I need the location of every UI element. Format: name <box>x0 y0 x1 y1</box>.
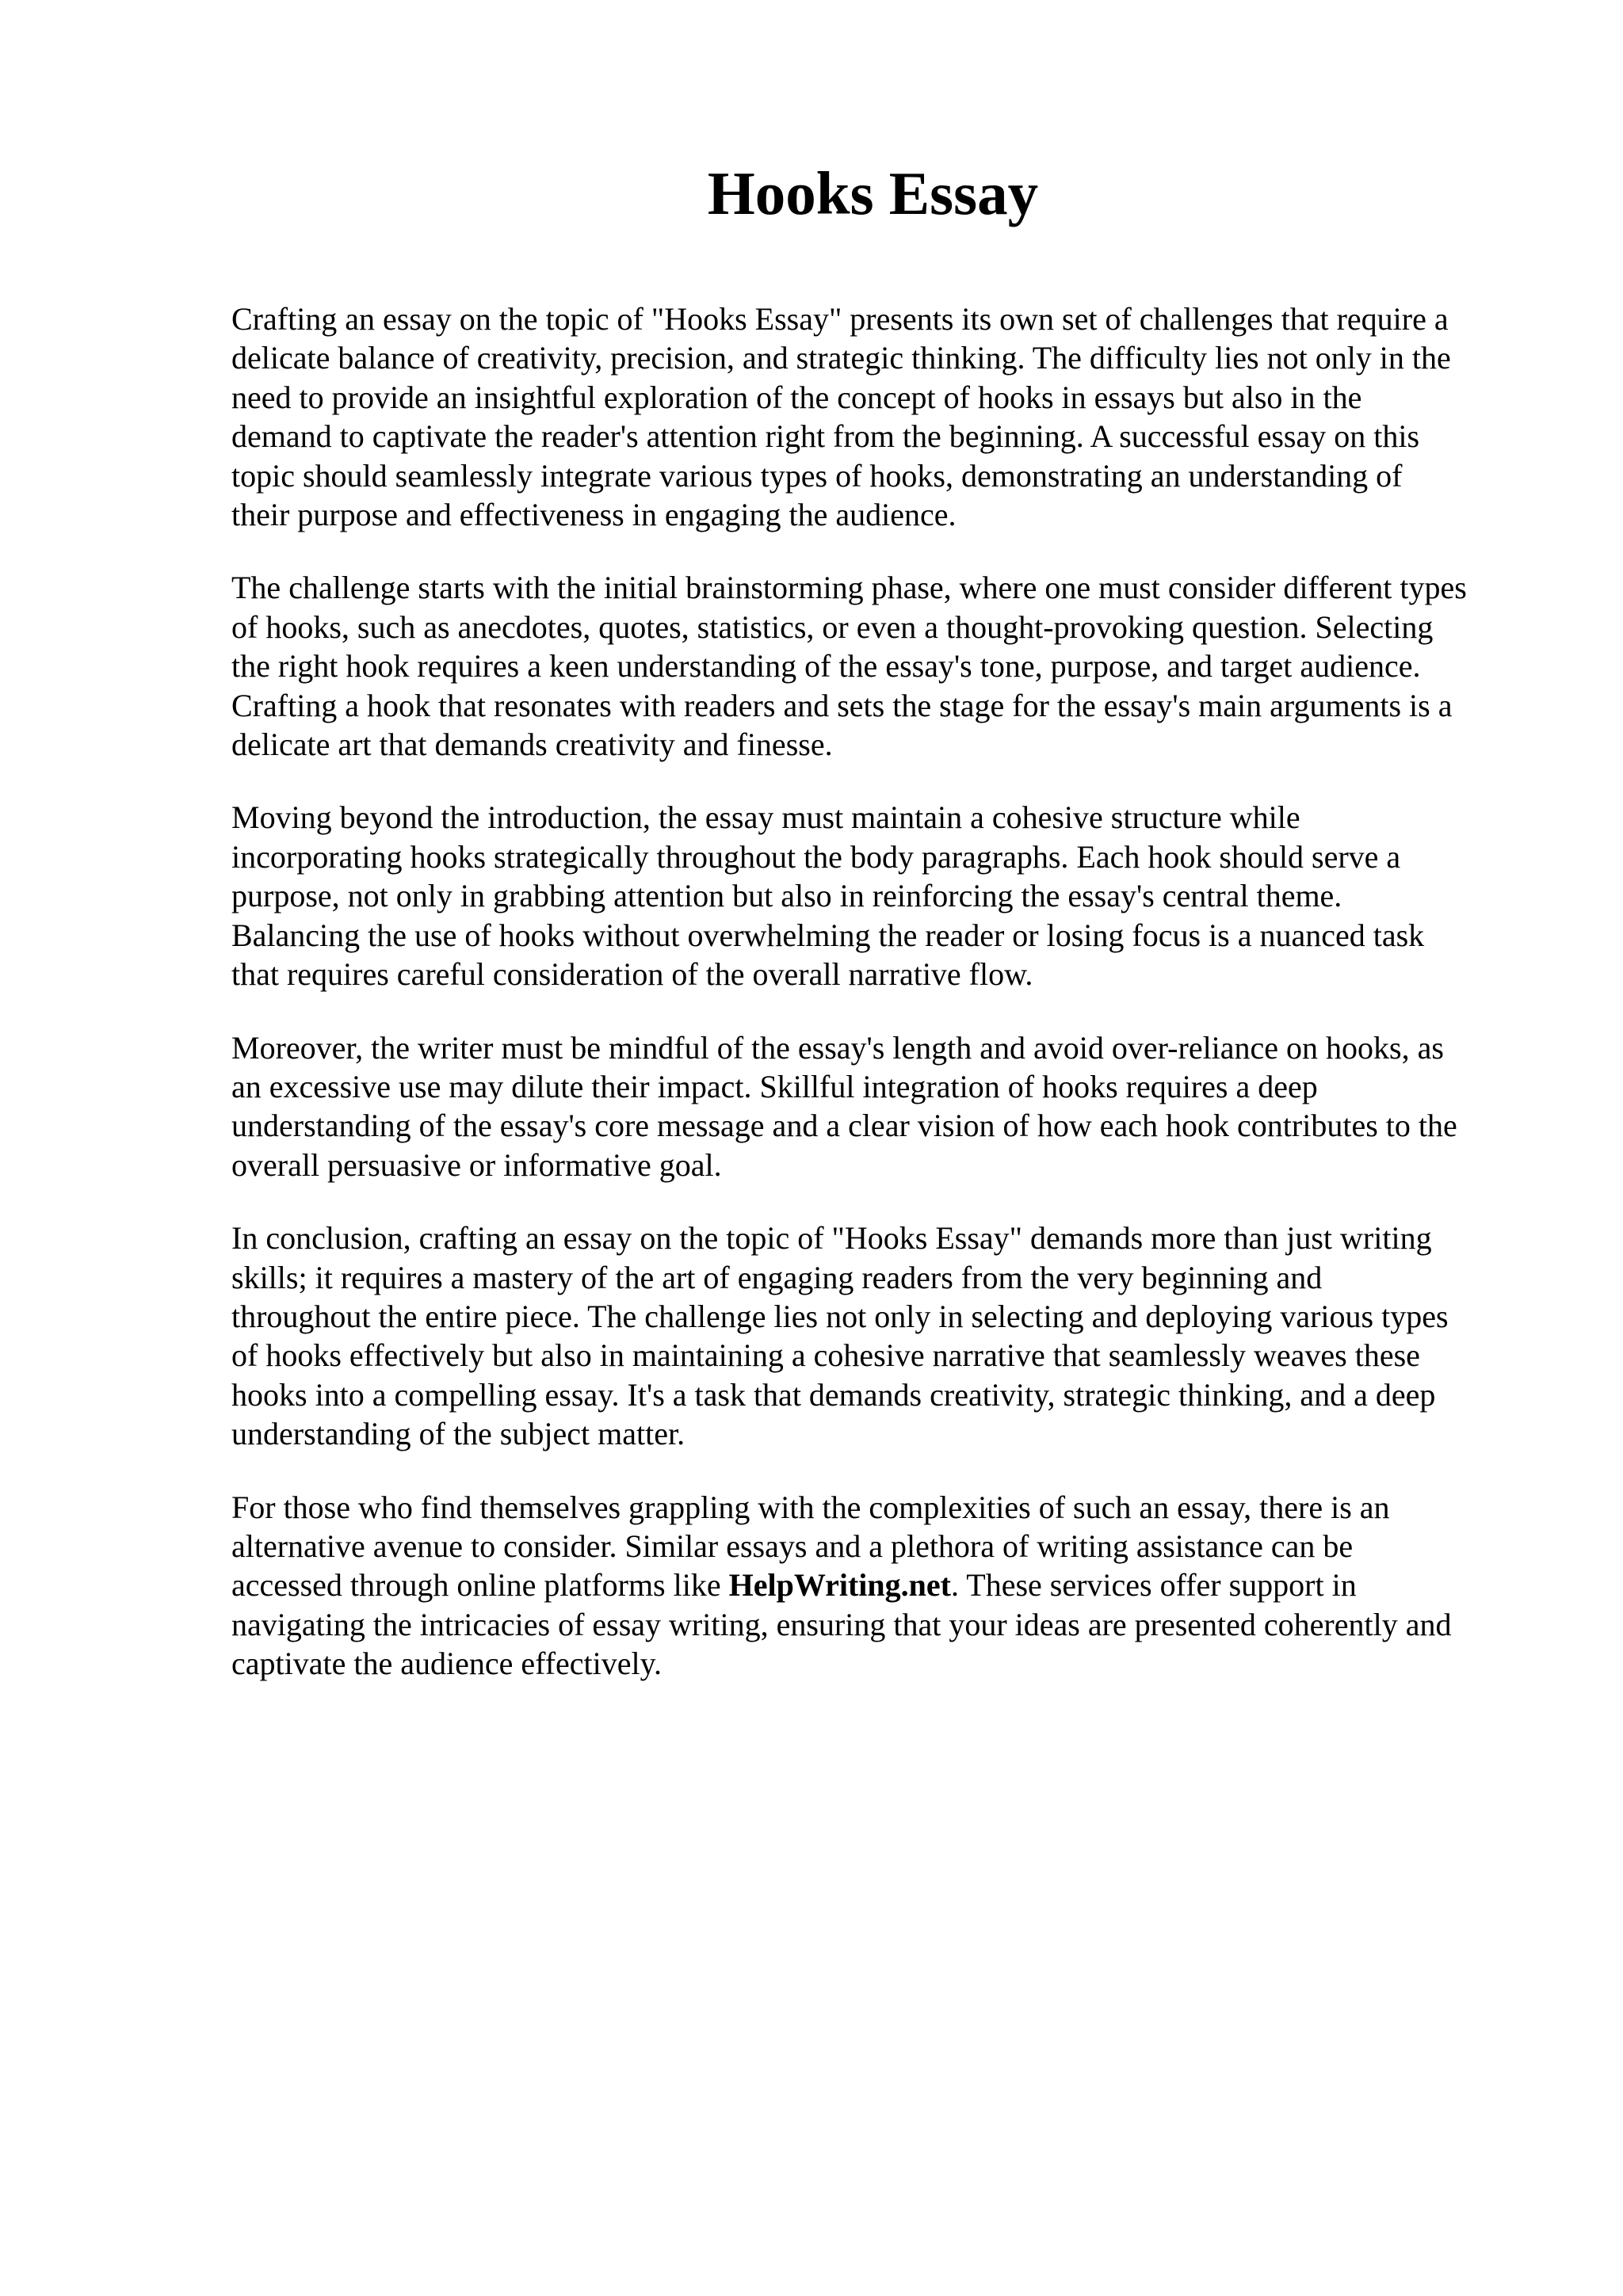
text-line: throughout the entire piece. The challenge lies not only in selecting and deploying various types <box>231 1298 1449 1334</box>
text-line: Moreover, the writer must be mindful of the essay's length and avoid over-reliance on hooks, as <box>231 1029 1444 1066</box>
text-line: of hooks effectively but also in maintaining a cohesive narrative that seamlessly weaves these <box>231 1337 1420 1374</box>
text-line: their purpose and effectiveness in engaging the audience. <box>231 497 957 533</box>
text-fragment: accessed through online platforms like <box>231 1567 729 1604</box>
text-line: For those who find themselves grappling with the complexities of such an essay, there is an <box>231 1489 1390 1525</box>
text-line: demand to captivate the reader's attention right from the beginning. A successful essay on this <box>231 418 1420 455</box>
paragraph-1 <box>231 299 1531 534</box>
text-line-with-link <box>231 1566 1531 1604</box>
text-line: understanding of the essay's core message and a clear vision of how each hook contributes to the <box>231 1108 1457 1144</box>
page-title: Hooks Essay <box>707 159 1039 227</box>
text-line: need to provide an insightful exploration of the concept of hooks in essays but also in the <box>231 379 1362 415</box>
paragraph-4 <box>231 1028 1531 1185</box>
text-line: captivate the audience effectively. <box>231 1646 663 1682</box>
text-line: an excessive use may dilute their impact. Skillful integration of hooks requires a deep <box>231 1068 1318 1104</box>
text-line: In conclusion, crafting an essay on the topic of "Hooks Essay" demands more than just writing <box>231 1220 1432 1257</box>
text-line: understanding of the subject matter. <box>231 1416 685 1452</box>
text-line: Crafting a hook that resonates with readers and sets the stage for the essay's main arguments is a <box>231 687 1453 723</box>
text-line: overall persuasive or informative goal. <box>231 1146 722 1183</box>
text-line: topic should seamlessly integrate various types of hooks, demonstrating an understanding of <box>231 457 1403 494</box>
text-line: navigating the intricacies of essay writing, ensuring that your ideas are presented coherently and <box>231 1606 1452 1642</box>
paragraph-5 <box>231 1219 1531 1453</box>
text-line: Crafting an essay on the topic of "Hooks Essay" presents its own set of challenges that require a <box>231 301 1449 337</box>
text-line: hooks into a compelling essay. It's a task that demands creativity, strategic thinking, and a deep <box>231 1376 1436 1413</box>
paragraph-3 <box>231 798 1531 994</box>
paragraph-6 <box>231 1488 1531 1684</box>
text-fragment: . These services offer support in <box>950 1567 1357 1604</box>
text-line: incorporating hooks strategically throughout the body paragraphs. Each hook should serve a <box>231 838 1401 875</box>
text-line: The challenge starts with the initial brainstorming phase, where one must consider different types <box>231 570 1467 606</box>
text-line: alternative avenue to consider. Similar essays and a plethora of writing assistance can be <box>231 1527 1354 1564</box>
paragraph-2 <box>231 568 1531 764</box>
essay-body <box>231 299 1531 1718</box>
helpwriting-link[interactable]: HelpWriting.net <box>728 1567 951 1604</box>
text-line: that requires careful consideration of the overall narrative flow. <box>231 956 1033 993</box>
text-line: of hooks, such as anecdotes, quotes, statistics, or even a thought-provoking question. Selecting <box>231 608 1434 645</box>
text-line: skills; it requires a mastery of the art of engaging readers from the very beginning and <box>231 1259 1323 1295</box>
text-line: Balancing the use of hooks without overwhelming the reader or losing focus is a nuanced task <box>231 917 1425 953</box>
text-line: delicate art that demands creativity and finesse. <box>231 727 833 763</box>
text-line: delicate balance of creativity, precision, and strategic thinking. The difficulty lies not only in the <box>231 340 1451 376</box>
text-line: the right hook requires a keen understanding of the essay's tone, purpose, and target audience. <box>231 648 1421 685</box>
text-line: purpose, not only in grabbing attention but also in reinforcing the essay's central theme. <box>231 878 1342 914</box>
text-line: Moving beyond the introduction, the essay must maintain a cohesive structure while <box>231 799 1300 836</box>
